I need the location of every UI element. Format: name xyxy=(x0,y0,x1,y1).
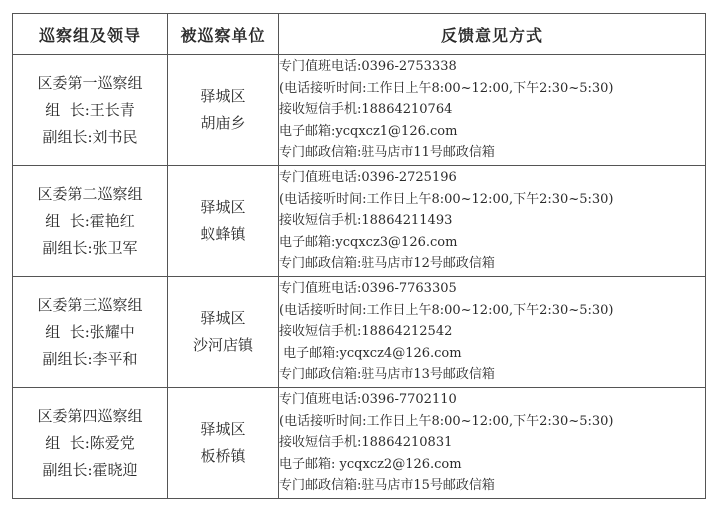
inspection-feedback-table xyxy=(12,13,706,499)
unit-district: 驿城区 xyxy=(200,198,246,216)
contact-email: 电子邮箱:ycqxcz1@126.com xyxy=(279,123,458,139)
contact-sms: 接收短信手机:18864210831 xyxy=(279,435,453,451)
contact-hours: (电话接听时间:工作日上午8:00~12:00,下午2:30~5:30) xyxy=(279,302,614,318)
unit-district: 驿城区 xyxy=(200,87,246,105)
group-deputy: 副组长:张卫军 xyxy=(42,238,138,257)
group-name: 区委第二巡察组 xyxy=(37,184,143,203)
table-row xyxy=(13,277,706,388)
contact-cell xyxy=(279,388,706,499)
table-header-row xyxy=(13,14,706,55)
contact-sms: 接收短信手机:18864211493 xyxy=(279,213,453,229)
group-cell xyxy=(13,388,168,499)
contact-cell xyxy=(279,166,706,277)
contact-phone: 专门值班电话:0396-7763305 xyxy=(279,281,457,297)
contact-email: 电子邮箱: ycqxcz2@126.com xyxy=(279,456,462,472)
header-group-leaders: 巡察组及领导 xyxy=(13,14,168,55)
unit-cell xyxy=(168,166,279,277)
unit-district: 驿城区 xyxy=(200,420,246,438)
group-cell xyxy=(13,166,168,277)
contact-cell xyxy=(279,55,706,166)
group-deputy: 副组长:霍晓迎 xyxy=(42,460,138,479)
group-name: 区委第三巡察组 xyxy=(37,295,143,314)
unit-cell xyxy=(168,55,279,166)
unit-cell xyxy=(168,388,279,499)
header-feedback-method: 反馈意见方式 xyxy=(279,14,706,55)
contact-email: 电子邮箱:ycqxcz3@126.com xyxy=(279,234,458,250)
header-inspected-unit: 被巡察单位 xyxy=(168,14,279,55)
contact-hours: (电话接听时间:工作日上午8:00~12:00,下午2:30~5:30) xyxy=(279,413,614,429)
group-name: 区委第一巡察组 xyxy=(37,73,143,92)
contact-mailbox: 专门邮政信箱:驻马店市13号邮政信箱 xyxy=(279,367,495,383)
contact-phone: 专门值班电话:0396-7702110 xyxy=(279,392,457,408)
unit-town: 胡庙乡 xyxy=(200,114,246,132)
unit-town: 蚁蜂镇 xyxy=(200,225,246,243)
group-leader: 组 长:霍艳红 xyxy=(45,211,135,230)
contact-mailbox: 专门邮政信箱:驻马店市11号邮政信箱 xyxy=(279,145,495,161)
contact-sms: 接收短信手机:18864210764 xyxy=(279,102,453,118)
group-deputy: 副组长:李平和 xyxy=(42,349,138,368)
contact-mailbox: 专门邮政信箱:驻马店市15号邮政信箱 xyxy=(279,478,495,494)
unit-district: 驿城区 xyxy=(200,309,246,327)
unit-town: 板桥镇 xyxy=(200,447,246,465)
contact-cell xyxy=(279,277,706,388)
contact-phone: 专门值班电话:0396-2725196 xyxy=(279,170,457,186)
group-cell xyxy=(13,277,168,388)
contact-mailbox: 专门邮政信箱:驻马店市12号邮政信箱 xyxy=(279,256,495,272)
group-name: 区委第四巡察组 xyxy=(37,406,143,425)
table-row xyxy=(13,166,706,277)
unit-town: 沙河店镇 xyxy=(192,336,253,354)
group-leader: 组 长:张耀中 xyxy=(45,322,135,341)
contact-hours: (电话接听时间:工作日上午8:00~12:00,下午2:30~5:30) xyxy=(279,80,614,96)
group-leader: 组 长:陈爱党 xyxy=(45,433,135,452)
group-cell xyxy=(13,55,168,166)
group-leader: 组 长:王长青 xyxy=(45,100,135,119)
contact-phone: 专门值班电话:0396-2753338 xyxy=(279,59,457,75)
table-row xyxy=(13,55,706,166)
table-row xyxy=(13,388,706,499)
unit-cell xyxy=(168,277,279,388)
contact-sms: 接收短信手机:18864212542 xyxy=(279,324,453,340)
contact-email: 电子邮箱:ycqxcz4@126.com xyxy=(279,345,462,361)
contact-hours: (电话接听时间:工作日上午8:00~12:00,下午2:30~5:30) xyxy=(279,191,614,207)
group-deputy: 副组长:刘书民 xyxy=(42,127,138,146)
